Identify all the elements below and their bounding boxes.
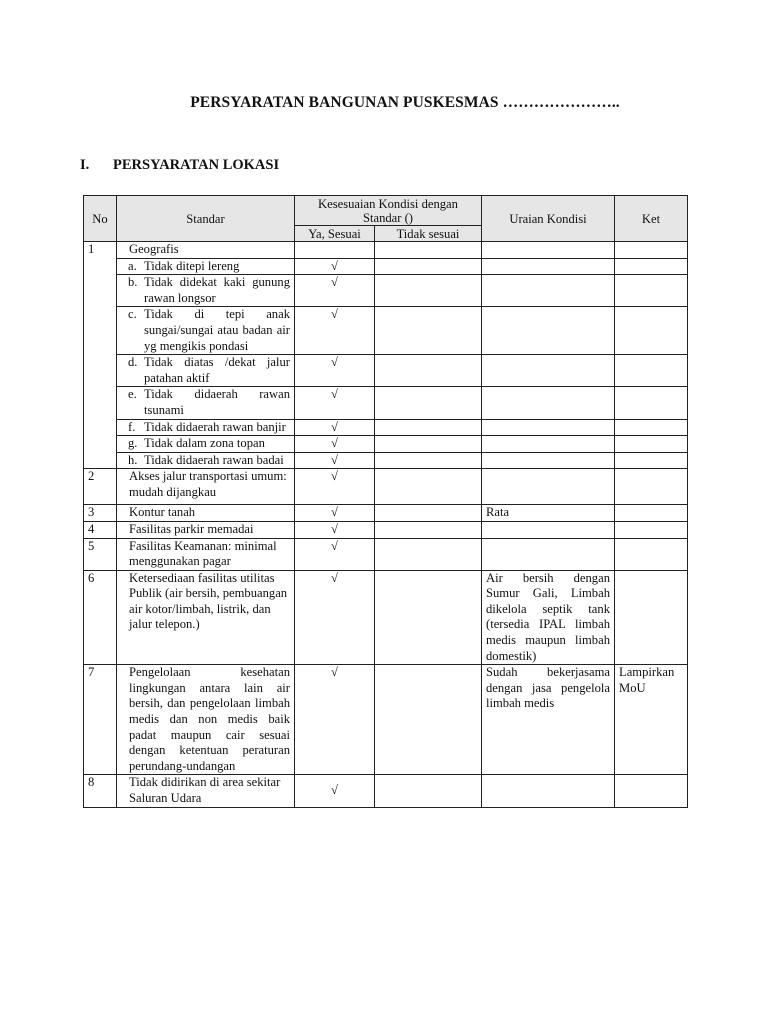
table-header [84,196,688,242]
subitem-text: Tidak ditepi lereng [144,258,240,273]
standar-text: Kontur tanah [117,505,295,522]
ket-cell [615,538,688,570]
standar-subitem [117,436,295,453]
tidak-cell [375,258,482,275]
subitem-letter: c. [128,307,137,322]
check-mark: √ [295,258,375,275]
ket-cell [615,775,688,807]
subitem-letter: e. [128,387,137,402]
table-row [84,355,688,387]
row-number: 7 [84,665,117,775]
table-row [84,275,688,307]
row-number: 1 [84,242,117,259]
uraian-cell: Sudah bekerjasama dengan jasa pengelola limbah medis [482,665,615,775]
standar-subitem [117,452,295,469]
subitem-letter: d. [128,355,138,370]
subitem-text: Tidak didaerah rawan badai [144,452,284,467]
uraian-cell [482,538,615,570]
tidak-cell [375,355,482,387]
standar-text [117,242,295,259]
table-row [84,469,688,505]
section-heading [80,157,279,174]
ket-cell [615,436,688,453]
subitem-text: Tidak didaerah rawan banjir [144,419,286,434]
ket-cell [615,242,688,259]
tidak-cell [375,570,482,665]
table-row [84,387,688,419]
row-number: 5 [84,538,117,570]
uraian-cell [482,521,615,538]
standar-subitem [117,275,295,307]
header-uraian: Uraian Kondisi [482,196,615,242]
standar-text: Pengelolaan kesehatan lingkungan antara lain air bersih, dan pengelolaan limbah medis dan non medis baik padat maupun cair sesuai dengan ketentuan peraturan perundang-undangan [117,665,295,775]
standar-text: Ketersediaan fasilitas utilitas Publik (air bersih, pembuangan air kotor/limbah, listrik, dan jalur telepon.) [117,570,295,665]
uraian-cell [482,387,615,419]
header-kesesuaian: Kesesuaian Kondisi dengan Standar () [295,196,482,226]
table-row [84,452,688,469]
uraian-cell [482,419,615,436]
header-no: No [84,196,117,242]
ket-cell [615,387,688,419]
subitem-letter: a. [128,258,137,273]
standar-subitem [117,387,295,419]
table-row [84,521,688,538]
uraian-cell [482,307,615,355]
standar-text: Tidak didirikan di area sekitar Saluran Udara [117,775,295,807]
requirements-table [83,195,688,808]
standar-text: Fasilitas Keamanan: minimal menggunakan pagar [117,538,295,570]
ket-cell [615,419,688,436]
uraian-cell [482,452,615,469]
ya-cell [295,242,375,259]
uraian-cell [482,275,615,307]
ket-cell [615,469,688,505]
check-mark: √ [295,452,375,469]
uraian-cell [482,242,615,259]
header-ket: Ket [615,196,688,242]
table-row [84,419,688,436]
ket-cell [615,570,688,665]
tidak-cell [375,469,482,505]
tidak-cell [375,387,482,419]
row-number-empty [84,275,117,307]
subitem-text: Tidak di tepi anak sungai/sungai atau badan air yg mengikis pondasi [144,307,290,353]
ket-cell [615,521,688,538]
row-number-empty [84,387,117,419]
check-mark: √ [295,775,375,807]
row-number-empty [84,307,117,355]
row-number: 3 [84,505,117,522]
table-row [84,775,688,807]
subitem-letter: f. [128,419,136,434]
subitem-letter: h. [128,452,138,467]
tidak-cell [375,665,482,775]
uraian-cell: Air bersih dengan Sumur Gali, Limbah dikelola septik tank (tersedia IPAL limbah medis maupun limbah domestik) [482,570,615,665]
tidak-cell [375,242,482,259]
row-number-empty [84,258,117,275]
table-row [84,538,688,570]
standar-subitem [117,419,295,436]
tidak-cell [375,538,482,570]
standar-text: Fasilitas parkir memadai [117,521,295,538]
row-number: 6 [84,570,117,665]
ket-cell [615,505,688,522]
table-row [84,436,688,453]
row-number: 2 [84,469,117,505]
check-mark: √ [295,307,375,355]
document-title: PERSYARATAN BANGUNAN PUSKESMAS ………………….. [190,94,620,111]
standar-text: Akses jalur transportasi umum: mudah dijangkau [117,469,295,505]
check-mark: √ [295,570,375,665]
row-number-empty [84,355,117,387]
subitem-letter: b. [128,275,138,290]
uraian-cell [482,355,615,387]
check-mark: √ [295,538,375,570]
table-row [84,505,688,522]
tidak-cell [375,419,482,436]
uraian-cell [482,258,615,275]
row-number: 4 [84,521,117,538]
check-mark: √ [295,505,375,522]
tidak-cell [375,436,482,453]
row-number-empty [84,436,117,453]
ket-cell [615,258,688,275]
uraian-cell [482,775,615,807]
table-row [84,665,688,775]
ket-cell: Lampirkan MoU [615,665,688,775]
ket-cell [615,355,688,387]
standar-subitem [117,307,295,355]
tidak-cell [375,775,482,807]
uraian-cell [482,469,615,505]
table-row [84,242,688,259]
tidak-cell [375,275,482,307]
check-mark: √ [295,469,375,505]
header-tidak-sesuai: Tidak sesuai [375,226,482,242]
header-ya-sesuai: Ya, Sesuai [295,226,375,242]
standar-subitem [117,355,295,387]
tidak-cell [375,521,482,538]
subitem-text: Tidak diatas /dekat jalur patahan aktif [144,355,290,385]
check-mark: √ [295,521,375,538]
uraian-cell: Rata [482,505,615,522]
table-row [84,570,688,665]
subitem-text: Tidak didaerah rawan tsunami [144,387,290,417]
header-standar: Standar [117,196,295,242]
section-number: I. [80,157,90,173]
ket-cell [615,275,688,307]
subitem-letter: g. [128,436,138,451]
check-mark: √ [295,419,375,436]
row-number-empty [84,419,117,436]
tidak-cell [375,307,482,355]
table-row [84,307,688,355]
standar-subitem [117,258,295,275]
tidak-cell [375,452,482,469]
row-number-empty [84,452,117,469]
uraian-cell [482,436,615,453]
check-mark: √ [295,355,375,387]
check-mark: √ [295,665,375,775]
check-mark: √ [295,436,375,453]
subitem-text: Tidak didekat kaki gunung rawan longsor [144,275,290,305]
section-title: PERSYARATAN LOKASI [113,157,280,173]
geografis-label: Geografis [129,242,179,256]
table-row [84,258,688,275]
check-mark: √ [295,275,375,307]
subitem-text: Tidak dalam zona topan [144,436,265,451]
ket-cell [615,452,688,469]
tidak-cell [375,505,482,522]
row-number: 8 [84,775,117,807]
check-mark: √ [295,387,375,419]
ket-cell [615,307,688,355]
